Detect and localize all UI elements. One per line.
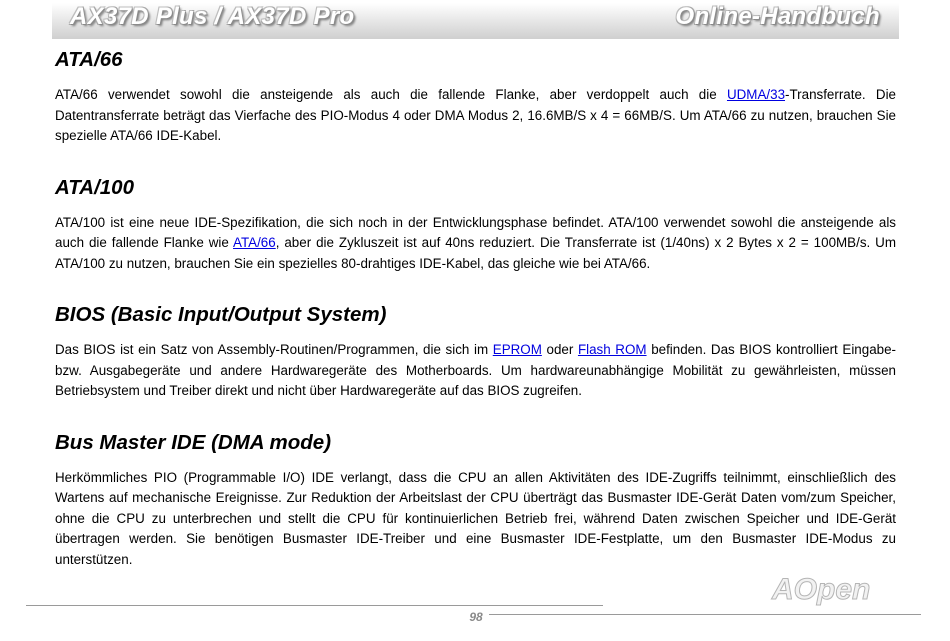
link-ata66[interactable]: ATA/66 bbox=[233, 235, 276, 250]
section-bios bbox=[55, 301, 896, 402]
body-text: befinden. Das BIOS kontrolliert Eingabe- bzw. Ausgabegeräte und andere Hardwaregeräte des Motherboards. Um hardwareunabhängige Mobilität zu gewährleisten, müssen Betriebsystem und Treiber direkt und nicht über Hardwaregeräte auf das BIOS zugreifen. bbox=[55, 342, 896, 398]
footer-rule-right bbox=[476, 614, 921, 615]
logo-text: AOpen bbox=[772, 573, 871, 606]
body-text: Herkömmliches PIO (Programmable I/O) IDE verlangt, dass die CPU an allen Aktivitäten des IDE-Zugriffs teilnimmt, einschließlich des Wartens auf mechanische Ereignisse. Zur Reduktion der Arbeitslast der CPU überträgt das Busmaster IDE-Gerät Daten vom/zum Speicher, ohne die CPU zu unterbrechen und stellt die CPU für kontinuierlichen Betrieb frei, während Daten zwischen Speicher und IDE-Gerät übertragen werden. Sie benötigen Busmaster IDE-Treiber und eine Busmaster IDE-Festplatte, um den Busmaster IDE-Modus zu unterstützen. bbox=[55, 469, 896, 567]
body-text: ATA/100 ist eine neue IDE-Spezifikation, die sich noch in der Entwicklungsphase befindet. ATA/100 verwendet sowohl die ansteigende als auch die fallende Flanke wie bbox=[55, 214, 896, 250]
section-body bbox=[55, 213, 896, 275]
body-text: ATA/66 verwendet sowohl die ansteigende als auch die fallende Flanke, aber verdoppelt auch die bbox=[55, 87, 727, 102]
manual-product-title: AX37D Plus / AX37D Pro bbox=[70, 3, 355, 30]
section-body bbox=[55, 340, 896, 402]
body-text: , aber die Zykluszeit ist auf 40ns reduziert. Die Transferrate ist (1/40ns) x 2 Bytes x 2 = 100MB/s. Um ATA/100 zu nutzen, brauchen Sie ein spezielles 80-drahtiges IDE-Kabel, das gleiche wie bei ATA/66. bbox=[55, 235, 896, 271]
link-udma33[interactable]: UDMA/33 bbox=[726, 87, 786, 102]
footer-rule-left bbox=[26, 605, 603, 606]
link-flash-rom[interactable]: Flash ROM bbox=[577, 342, 647, 357]
section-ata100 bbox=[55, 174, 896, 275]
section-body bbox=[55, 85, 896, 147]
page-number: 98 bbox=[463, 610, 489, 624]
section-title: ATA/100 bbox=[55, 175, 134, 199]
section-bus-master-ide bbox=[55, 429, 896, 571]
section-title: Bus Master IDE (DMA mode) bbox=[55, 430, 332, 454]
body-text: -Transferrate. Die Datentransferrate beträgt das Vierfache des PIO-Modus 4 oder DMA Modus 2, 16.6MB/S x 4 = 66MB/S. Um ATA/66 zu nutzen, brauchen Sie spezielle ATA/66 IDE-Kabel. bbox=[55, 87, 896, 143]
manual-type-title: Online-Handbuch bbox=[675, 3, 880, 30]
glossary-content bbox=[55, 46, 896, 570]
link-eprom[interactable]: EPROM bbox=[492, 342, 542, 357]
section-body bbox=[55, 468, 896, 571]
section-title: ATA/66 bbox=[55, 48, 123, 71]
body-text: oder bbox=[541, 342, 578, 357]
section-title: BIOS (Basic Input/Output System) bbox=[55, 303, 387, 326]
body-text: Das BIOS ist ein Satz von Assembly-Routinen/Programmen, die sich im bbox=[55, 342, 493, 357]
section-ata66 bbox=[55, 46, 896, 147]
aopen-logo bbox=[770, 568, 892, 608]
